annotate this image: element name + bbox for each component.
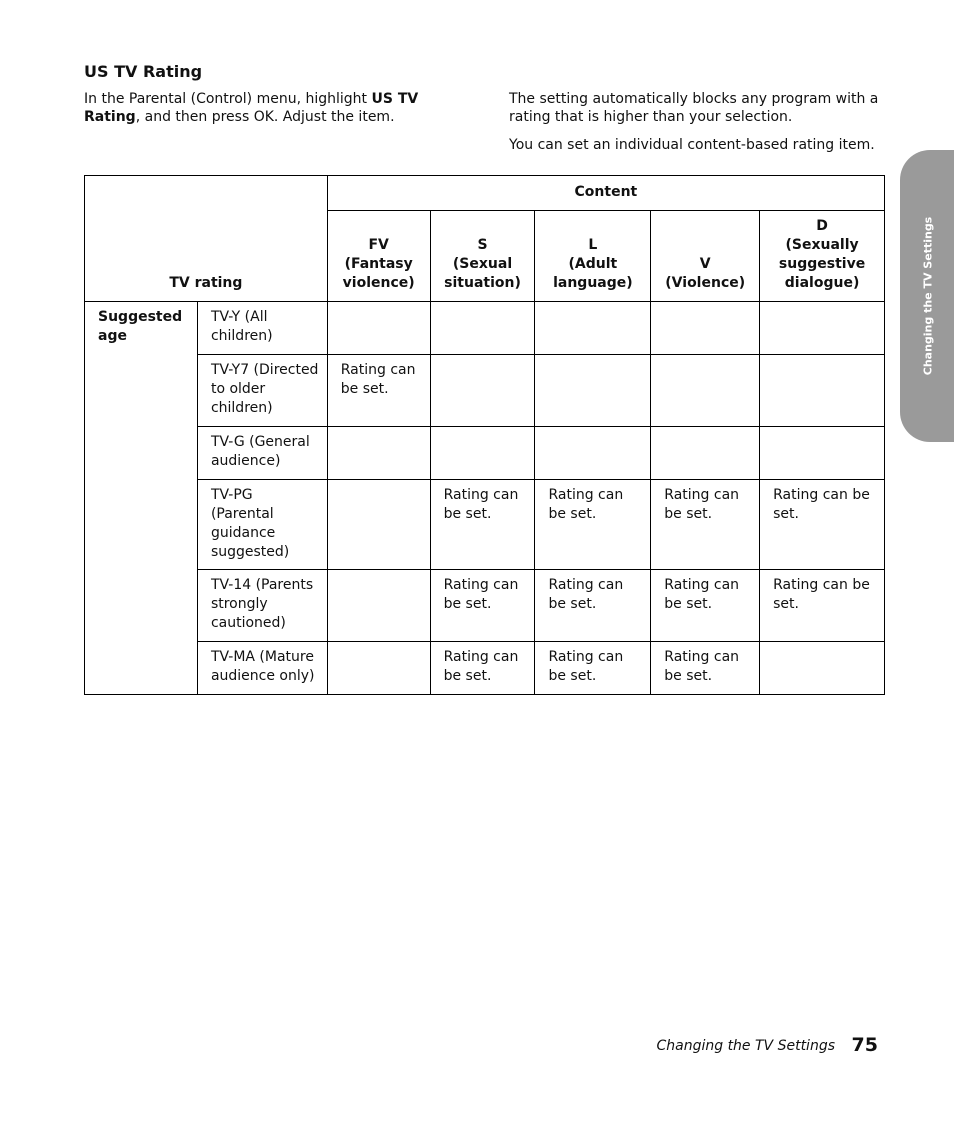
rating-cell	[535, 355, 651, 427]
rating-cell	[760, 427, 885, 480]
rating-cell: Rating can be set.	[760, 480, 885, 570]
column-label: (Violence)	[665, 275, 746, 291]
intro-text-2: , and then press OK. Adjust the item.	[135, 109, 395, 125]
rating-cell	[651, 302, 760, 355]
rating-cell	[327, 480, 430, 570]
rating-cell	[430, 427, 535, 480]
table-row	[85, 480, 885, 570]
column-label: (Fantasy violence)	[342, 256, 415, 291]
footer-title: Changing the TV Settings	[656, 1038, 835, 1054]
intro-paragraph	[84, 90, 424, 126]
rating-cell	[430, 355, 535, 427]
rating-cell	[760, 642, 885, 695]
side-tab-label: Changing the TV Settings	[921, 216, 935, 376]
rating-name: TV-PG (Parental guidance suggested)	[197, 480, 327, 570]
rating-name: TV-MA (Mature audience only)	[197, 642, 327, 695]
suggested-age-label: Suggested age	[85, 302, 198, 695]
column-header-fv	[327, 211, 430, 302]
table-row	[85, 302, 885, 355]
tv-rating-table	[84, 175, 885, 695]
column-header-s	[430, 211, 535, 302]
rating-cell	[651, 427, 760, 480]
rating-cell	[327, 302, 430, 355]
rating-cell: Rating can be set.	[430, 480, 535, 570]
rating-cell	[760, 355, 885, 427]
rating-cell: Rating can be set.	[535, 570, 651, 642]
rating-cell: Rating can be set.	[430, 570, 535, 642]
rating-cell: Rating can be set.	[760, 570, 885, 642]
intro-bold-term: US TV Rating	[84, 91, 419, 125]
column-code: FV	[368, 237, 389, 253]
column-label: (Sexually suggestive dialogue)	[778, 237, 866, 291]
rating-cell	[535, 302, 651, 355]
rating-cell	[430, 302, 535, 355]
intro-right-column	[509, 90, 889, 164]
rating-name: TV-G (General audience)	[197, 427, 327, 480]
rating-cell: Rating can be set.	[535, 642, 651, 695]
intro-right-paragraph-1: The setting automatically blocks any program with a rating that is higher than your selection.	[509, 91, 879, 125]
rating-cell: Rating can be set.	[651, 480, 760, 570]
column-header-l	[535, 211, 651, 302]
page-number: 75	[851, 1034, 878, 1056]
tv-rating-header: TV rating	[85, 176, 328, 302]
column-header-v	[651, 211, 760, 302]
table-row	[85, 427, 885, 480]
table-row	[85, 355, 885, 427]
intro-right-paragraph-2: You can set an individual content-based rating item.	[509, 137, 875, 153]
table-row	[85, 642, 885, 695]
rating-cell	[651, 355, 760, 427]
column-code: D	[816, 218, 828, 234]
section-heading: US TV Rating	[84, 62, 203, 81]
rating-cell: Rating can be set.	[651, 570, 760, 642]
column-code: S	[477, 237, 488, 253]
rating-cell	[535, 427, 651, 480]
rating-cell	[327, 427, 430, 480]
column-header-d	[760, 211, 885, 302]
content-header: Content	[327, 176, 884, 211]
rating-cell	[760, 302, 885, 355]
rating-cell: Rating can be set.	[327, 355, 430, 427]
rating-cell: Rating can be set.	[651, 642, 760, 695]
column-label: (Adult language)	[553, 256, 633, 291]
rating-name: TV-14 (Parents strongly cautioned)	[197, 570, 327, 642]
intro-text-1: In the Parental (Control) menu, highlight	[84, 91, 372, 107]
intro-left-column	[84, 90, 424, 126]
column-code: L	[588, 237, 598, 253]
rating-cell: Rating can be set.	[430, 642, 535, 695]
column-code: V	[699, 256, 711, 272]
rating-cell	[327, 642, 430, 695]
table-row	[85, 570, 885, 642]
rating-name: TV-Y (All children)	[197, 302, 327, 355]
rating-cell: Rating can be set.	[535, 480, 651, 570]
rating-cell	[327, 570, 430, 642]
rating-name: TV-Y7 (Directed to older children)	[197, 355, 327, 427]
column-label: (Sexual situation)	[444, 256, 521, 291]
